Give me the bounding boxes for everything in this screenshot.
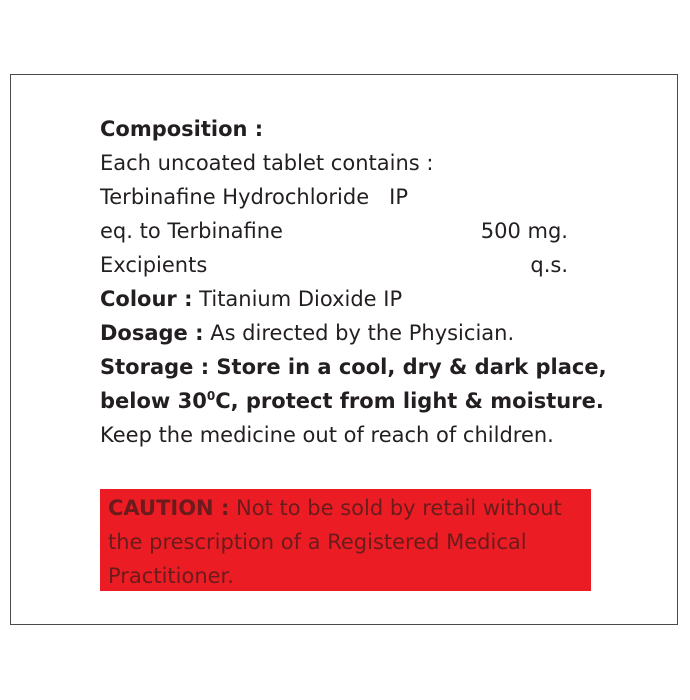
caution-line-2: the prescription of a Registered Medical <box>108 530 527 554</box>
caution-line-1 <box>108 491 583 525</box>
excipients-amount: q.s. <box>530 253 568 277</box>
colour-line <box>100 282 600 316</box>
caution-line-3: Practitioner. <box>108 564 234 588</box>
equivalent-row <box>100 214 568 248</box>
dosage-value: As directed by the Physician. <box>210 321 515 345</box>
ingredient-line <box>100 180 600 214</box>
caution-box <box>100 489 591 591</box>
excipients-row <box>100 248 568 282</box>
dosage-label: Dosage : <box>100 321 204 345</box>
composition-heading: Composition : <box>100 117 264 141</box>
ingredient-grade: IP <box>389 185 409 209</box>
degree-symbol: 0 <box>206 389 216 403</box>
label-content <box>100 112 607 452</box>
children-warning: Keep the medicine out of reach of children. <box>100 423 554 447</box>
storage-text-2b: C, protect from light & moisture. <box>215 389 604 413</box>
caution-text-1: Not to be sold by retail without <box>236 496 562 520</box>
colour-value: Titanium Dioxide IP <box>199 287 403 311</box>
composition-intro: Each uncoated tablet contains : <box>100 151 434 175</box>
equivalent-label: eq. to Terbinafine <box>100 219 283 243</box>
dosage-line <box>100 316 600 350</box>
storage-line-2 <box>100 384 604 418</box>
storage-label: Storage : <box>100 355 210 379</box>
storage-line-1 <box>100 350 607 384</box>
storage-text-1: Store in a cool, dry & dark place, <box>216 355 607 379</box>
excipients-label: Excipients <box>100 253 208 277</box>
equivalent-amount: 500 mg. <box>480 219 568 243</box>
caution-label: CAUTION : <box>108 496 230 520</box>
storage-text-2a: below 30 <box>100 389 207 413</box>
ingredient-name: Terbinafine Hydrochloride <box>100 185 370 209</box>
colour-label: Colour : <box>100 287 193 311</box>
